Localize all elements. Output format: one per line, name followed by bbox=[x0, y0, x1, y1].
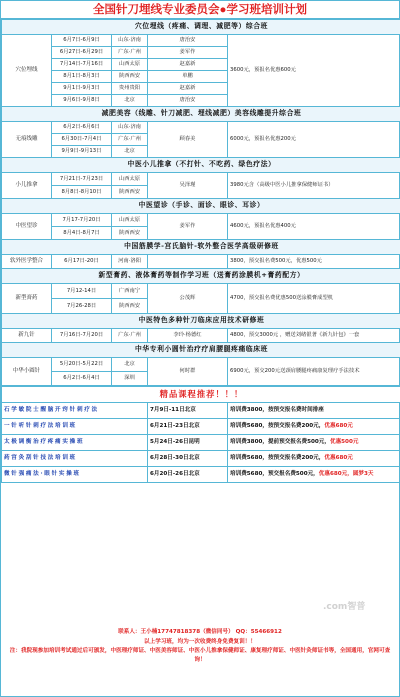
discount-text: 优惠680元 bbox=[324, 455, 353, 462]
recommend-course-date: 5月24日-26日昆明 bbox=[148, 435, 228, 451]
price-text: 培训费5680，按预交报名费200元， bbox=[230, 455, 325, 462]
course-date: 7月17-7月20日 bbox=[52, 214, 112, 227]
section-heading: 中华专利小圆针治疗疗肩腰腿疼痛临床班 bbox=[2, 343, 400, 358]
course-date: 6月27日-6月29日 bbox=[52, 47, 112, 59]
course-teacher bbox=[148, 255, 228, 269]
recommend-title: 精品课程推荐！！！ bbox=[2, 387, 400, 403]
course-location: 山西太原 bbox=[112, 214, 148, 227]
course-location: 山东·济南 bbox=[112, 35, 148, 47]
course-teacher: 顾春美 bbox=[148, 122, 228, 158]
course-date: 7月21日-7月23日 bbox=[52, 173, 112, 186]
course-teacher: 赵嘉新 bbox=[148, 83, 228, 95]
course-teacher: 唐治安 bbox=[148, 35, 228, 47]
recommend-course-name: 微针强痛法·眼针实操班 bbox=[2, 467, 148, 483]
course-date: 6月7日-6月9日 bbox=[52, 35, 112, 47]
contact-info: 联系人：王小楠17747818378（微信同号） QQ：55466912 bbox=[118, 629, 282, 635]
recommend-course-name: 药宫灸刮针技法培训班 bbox=[2, 451, 148, 467]
course-fee-note: 3980元含（高级中医小儿推拿保健师证书） bbox=[228, 173, 400, 199]
page-title: 全国针刀埋线专业委员会●学习班培训计划 bbox=[1, 1, 399, 19]
schedule-table bbox=[1, 19, 400, 386]
section-heading: 中医小儿推拿（不打针、不吃药、绿色疗法） bbox=[2, 158, 400, 173]
course-name: 穴位埋线 bbox=[2, 35, 52, 107]
discount-text: 优惠680元，圆梦3天 bbox=[318, 471, 374, 478]
footer bbox=[1, 624, 399, 696]
course-teacher: 赵嘉新 bbox=[148, 59, 228, 71]
recommend-course-date: 6月20日-26日北京 bbox=[148, 467, 228, 483]
price-text: 培训费3800，按预交报名费时间排座 bbox=[230, 407, 324, 414]
course-date: 9月6日-9月8日 bbox=[52, 95, 112, 107]
course-location: 陕西西安 bbox=[112, 186, 148, 199]
course-teacher: 单鹏 bbox=[148, 71, 228, 83]
course-location: 山东·济南 bbox=[112, 122, 148, 134]
course-date: 7月14日-7月16日 bbox=[52, 59, 112, 71]
course-fee-note: 4800，预交3000元 ，赠送刘绪银著《新九针包》一套 bbox=[228, 329, 400, 343]
course-teacher: 唐治安 bbox=[148, 95, 228, 107]
recommend-course-price bbox=[228, 451, 400, 467]
course-name: 新九针 bbox=[2, 329, 52, 343]
course-location: 北京 bbox=[112, 95, 148, 107]
course-date: 7月26-28日 bbox=[52, 299, 112, 314]
course-location: 广东·广州 bbox=[112, 329, 148, 343]
price-text: 培训费3800，提前预交报名费500元， bbox=[230, 439, 330, 446]
course-location: 广西南宁 bbox=[112, 284, 148, 299]
course-fee-note: 6000元，预报名优惠200元 bbox=[228, 122, 400, 158]
course-location: 广东·广州 bbox=[112, 47, 148, 59]
recommend-table bbox=[1, 386, 400, 483]
course-name: 新型膏药 bbox=[2, 284, 52, 314]
recommend-course-price bbox=[228, 435, 400, 451]
course-location: 山西太原 bbox=[112, 59, 148, 71]
recommend-course-price bbox=[228, 403, 400, 419]
recommend-course-price bbox=[228, 419, 400, 435]
course-date: 6月17日-20日 bbox=[52, 255, 112, 269]
course-date: 6月2日-6月4日 bbox=[52, 372, 112, 386]
course-location: 北京 bbox=[112, 146, 148, 158]
section-heading: 中医特色多种针刀临床应用技术研修班 bbox=[2, 314, 400, 329]
free-retrain-note: 以上学习班，均为一次收费终身免费复训！！ bbox=[144, 639, 256, 645]
course-location: 深圳 bbox=[112, 372, 148, 386]
course-date: 7月12-14日 bbox=[52, 284, 112, 299]
recommend-course-name: 太极调衡治疗疼痛实操班 bbox=[2, 435, 148, 451]
recommend-course-date: 6月28日-30日北京 bbox=[148, 451, 228, 467]
course-name: 无痕线雕 bbox=[2, 122, 52, 158]
section-heading: 中国筋膜学-宫氏脑针-软外整合医学高级研修班 bbox=[2, 240, 400, 255]
watermark: .com智普 bbox=[323, 602, 366, 612]
recommend-course-name: 石学敏院士醒脑开窍针刺疗法 bbox=[2, 403, 148, 419]
course-fee-note: 4700，预交报名费优惠500送涂膜膏成型机 bbox=[228, 284, 400, 314]
recommend-course-name: 一针听针刺疗法培训班 bbox=[2, 419, 148, 435]
course-fee-note: 3600元，预报名优惠600元 bbox=[228, 35, 400, 107]
course-teacher: 何时群 bbox=[148, 358, 228, 386]
course-date: 5月20日-5月22日 bbox=[52, 358, 112, 372]
course-fee-note: 4600元，预报名优惠400元 bbox=[228, 214, 400, 240]
course-name: 软外医学整合 bbox=[2, 255, 52, 269]
price-text: 培训费5680，预交报名费500元， bbox=[230, 471, 319, 478]
course-location: 广东·广州 bbox=[112, 134, 148, 146]
price-text: 培训费5680，按预交报名费200元， bbox=[230, 423, 325, 430]
course-location: 山西太原 bbox=[112, 173, 148, 186]
course-date: 6月2日-6月6日 bbox=[52, 122, 112, 134]
course-location: 陕西西安 bbox=[112, 299, 148, 314]
discount-text: 优惠500元 bbox=[329, 439, 359, 446]
course-name: 小儿推拿 bbox=[2, 173, 52, 199]
course-location: 河南·洛阳 bbox=[112, 255, 148, 269]
course-teacher: 公茂辉 bbox=[148, 284, 228, 314]
course-location: 贵州贵阳 bbox=[112, 83, 148, 95]
course-teacher: 李玲·杨德红 bbox=[148, 329, 228, 343]
course-location: 陕西西安 bbox=[112, 227, 148, 240]
course-date: 6月30日-7月4日 bbox=[52, 134, 112, 146]
course-name: 中医望诊 bbox=[2, 214, 52, 240]
certificate-note: 注：我院现参加培训考试通过后可颁发，中医理疗师证、中医美容师证、中医小儿推拿保健师证、康复理疗师证、中医针灸师证书等，全国通用，官网可查询！ bbox=[9, 648, 391, 663]
recommend-course-price bbox=[228, 467, 400, 483]
course-date: 8月4日-8月7日 bbox=[52, 227, 112, 240]
course-date: 8月1日-8月3日 bbox=[52, 71, 112, 83]
course-date: 7月16日-7月20日 bbox=[52, 329, 112, 343]
course-fee-note: 3800，预交报名费500元，优惠500元 bbox=[228, 255, 400, 269]
discount-text: 优惠680元 bbox=[324, 423, 353, 430]
section-heading: 穴位埋线（疼痛、调理、减肥等）综合班 bbox=[2, 20, 400, 35]
section-heading: 新型膏药、液体膏药等制作学习班（送膏药涂膜机+膏药配方） bbox=[2, 269, 400, 284]
recommend-course-date: 7月9日-11日北京 bbox=[148, 403, 228, 419]
course-date: 9月9日-9月13日 bbox=[52, 146, 112, 158]
course-teacher: 姜军作 bbox=[148, 214, 228, 240]
recommend-course-date: 6月21日-23日北京 bbox=[148, 419, 228, 435]
course-name: 中华小圆针 bbox=[2, 358, 52, 386]
section-heading: 减肥美容（线雕、针刀减肥、埋线减肥）美容线雕提升综合班 bbox=[2, 107, 400, 122]
course-teacher: 吴泽瑾 bbox=[148, 173, 228, 199]
course-location: 陕西西安 bbox=[112, 71, 148, 83]
course-location: 北京 bbox=[112, 358, 148, 372]
section-heading: 中医望诊（手诊、面诊、眼诊、耳诊） bbox=[2, 199, 400, 214]
course-date: 8月8日-8月10日 bbox=[52, 186, 112, 199]
course-fee-note: 6900元，预交200元送颈肩腰腿疼痛康复理疗手法技术 bbox=[228, 358, 400, 386]
course-date: 9月1日-9月3日 bbox=[52, 83, 112, 95]
course-teacher: 姜军作 bbox=[148, 47, 228, 59]
